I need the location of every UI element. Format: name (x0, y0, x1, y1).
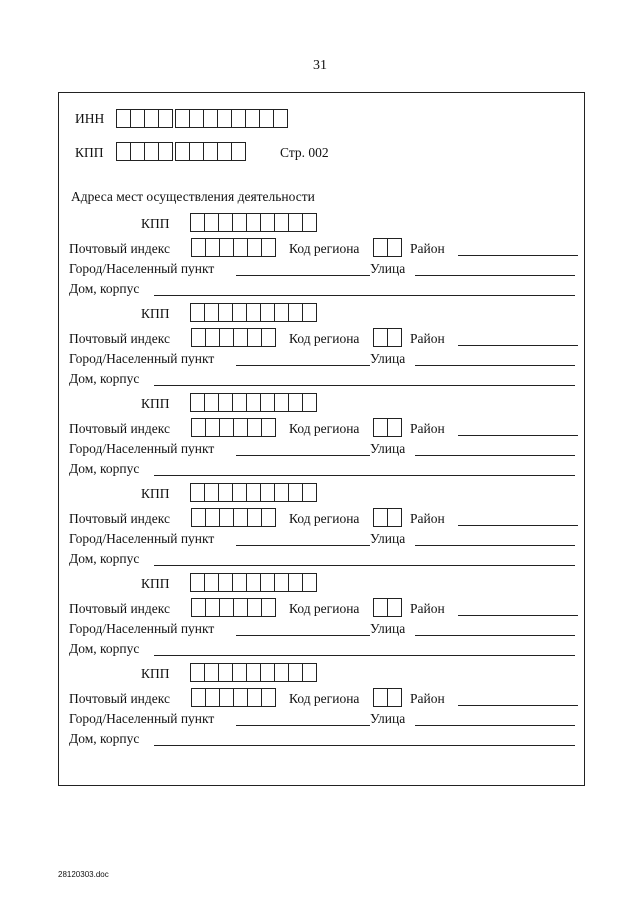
char-cell[interactable] (247, 598, 262, 617)
char-cell[interactable] (218, 303, 233, 322)
char-cell[interactable] (260, 393, 275, 412)
house-field[interactable] (154, 475, 575, 476)
kpp-label: КПП (141, 666, 170, 681)
char-cell[interactable] (219, 328, 234, 347)
char-cell[interactable] (274, 573, 289, 592)
street-label: Улица (370, 351, 406, 366)
char-cell[interactable] (191, 688, 206, 707)
region-code-label: Код региона (289, 241, 360, 256)
char-cell[interactable] (218, 483, 233, 502)
postal-index-cells[interactable] (191, 328, 275, 347)
char-cell[interactable] (204, 213, 219, 232)
char-cell[interactable] (273, 109, 288, 128)
char-cell[interactable] (260, 303, 275, 322)
postal-index-cells[interactable] (191, 238, 275, 257)
char-cell[interactable] (246, 573, 261, 592)
city-label: Город/Населенный пункт (69, 621, 215, 636)
char-cell[interactable] (373, 328, 388, 347)
char-cell[interactable] (261, 328, 276, 347)
char-cell[interactable] (219, 418, 234, 437)
address-kpp-cells[interactable] (190, 393, 316, 412)
kpp-label: КПП (141, 396, 170, 411)
char-cell[interactable] (218, 213, 233, 232)
char-cell[interactable] (246, 393, 261, 412)
char-cell[interactable] (246, 213, 261, 232)
postal-index-label: Почтовый индекс (69, 331, 170, 346)
district-field[interactable] (458, 255, 578, 256)
postal-index-cells[interactable] (191, 508, 275, 527)
region-code-label: Код региона (289, 691, 360, 706)
char-cell[interactable] (387, 508, 402, 527)
char-cell[interactable] (387, 418, 402, 437)
char-cell[interactable] (387, 688, 402, 707)
char-cell[interactable] (116, 142, 131, 161)
char-cell[interactable] (246, 663, 261, 682)
char-cell[interactable] (190, 483, 205, 502)
char-cell[interactable] (218, 393, 233, 412)
char-cell[interactable] (246, 303, 261, 322)
char-cell[interactable] (247, 328, 262, 347)
postal-index-label: Почтовый индекс (69, 241, 170, 256)
address-kpp-cells[interactable] (190, 483, 316, 502)
kpp-label: КПП (141, 306, 170, 321)
street-field[interactable] (415, 545, 575, 546)
region-code-cells[interactable] (373, 508, 401, 527)
char-cell[interactable] (205, 418, 220, 437)
postal-index-label: Почтовый индекс (69, 601, 170, 616)
section-title: Адреса мест осуществления деятельности (71, 189, 315, 204)
char-cell[interactable] (373, 238, 388, 257)
inn-cells[interactable] (116, 109, 287, 128)
kpp-label: КПП (141, 576, 170, 591)
char-cell[interactable] (205, 598, 220, 617)
postal-index-cells[interactable] (191, 418, 275, 437)
char-cell[interactable] (247, 238, 262, 257)
char-cell[interactable] (116, 109, 131, 128)
kpp-label: КПП (141, 486, 170, 501)
region-code-cells[interactable] (373, 238, 401, 257)
char-cell[interactable] (246, 483, 261, 502)
char-cell[interactable] (158, 142, 173, 161)
city-field[interactable] (236, 635, 370, 636)
char-cell[interactable] (274, 393, 289, 412)
char-cell[interactable] (204, 573, 219, 592)
postal-index-label: Почтовый индекс (69, 511, 170, 526)
char-cell[interactable] (191, 508, 206, 527)
house-field[interactable] (154, 295, 575, 296)
house-label: Дом, корпус (69, 371, 140, 386)
district-label: Район (410, 691, 445, 706)
char-cell[interactable] (247, 418, 262, 437)
char-cell[interactable] (205, 508, 220, 527)
district-field[interactable] (458, 615, 578, 616)
char-cell[interactable] (189, 109, 204, 128)
char-cell[interactable] (260, 213, 275, 232)
char-cell[interactable] (260, 573, 275, 592)
char-cell[interactable] (130, 109, 145, 128)
char-cell[interactable] (219, 238, 234, 257)
char-cell[interactable] (233, 328, 248, 347)
char-cell[interactable] (274, 303, 289, 322)
char-cell[interactable] (245, 109, 260, 128)
char-cell[interactable] (203, 142, 218, 161)
char-cell[interactable] (233, 508, 248, 527)
region-code-cells[interactable] (373, 328, 401, 347)
address-block (59, 301, 584, 391)
district-field[interactable] (458, 345, 578, 346)
city-field[interactable] (236, 365, 370, 366)
char-cell[interactable] (302, 483, 317, 502)
address-block (59, 211, 584, 301)
street-label: Улица (370, 261, 406, 276)
char-cell[interactable] (203, 109, 218, 128)
char-cell[interactable] (247, 688, 262, 707)
city-label: Город/Населенный пункт (69, 531, 215, 546)
page-number: 31 (313, 58, 327, 73)
address-block (59, 571, 584, 661)
district-label: Район (410, 511, 445, 526)
city-label: Город/Населенный пункт (69, 441, 215, 456)
house-label: Дом, корпус (69, 461, 140, 476)
char-cell[interactable] (232, 573, 247, 592)
district-label: Район (410, 241, 445, 256)
street-field[interactable] (415, 635, 575, 636)
char-cell[interactable] (218, 573, 233, 592)
district-label: Район (410, 601, 445, 616)
char-cell[interactable] (288, 393, 303, 412)
city-label: Город/Населенный пункт (69, 261, 215, 276)
postal-index-label: Почтовый индекс (69, 421, 170, 436)
region-code-label: Код региона (289, 601, 360, 616)
char-cell[interactable] (205, 238, 220, 257)
char-cell[interactable] (233, 418, 248, 437)
street-field[interactable] (415, 365, 575, 366)
house-label: Дом, корпус (69, 551, 140, 566)
char-cell[interactable] (288, 483, 303, 502)
char-cell[interactable] (191, 328, 206, 347)
street-field[interactable] (415, 455, 575, 456)
char-cell[interactable] (190, 663, 205, 682)
char-cell[interactable] (302, 213, 317, 232)
char-cell[interactable] (217, 109, 232, 128)
char-cell[interactable] (130, 142, 145, 161)
address-kpp-cells[interactable] (190, 213, 316, 232)
region-code-cells[interactable] (373, 418, 401, 437)
house-field[interactable] (154, 745, 575, 746)
district-field[interactable] (458, 435, 578, 436)
region-code-label: Код региона (289, 421, 360, 436)
city-field[interactable] (236, 455, 370, 456)
char-cell[interactable] (204, 393, 219, 412)
char-cell[interactable] (261, 598, 276, 617)
char-cell[interactable] (233, 238, 248, 257)
char-cell[interactable] (175, 142, 190, 161)
city-field[interactable] (236, 275, 370, 276)
char-cell[interactable] (387, 328, 402, 347)
char-cell[interactable] (233, 688, 248, 707)
street-field[interactable] (415, 275, 575, 276)
char-cell[interactable] (261, 688, 276, 707)
char-cell[interactable] (288, 303, 303, 322)
char-cell[interactable] (233, 598, 248, 617)
char-cell[interactable] (261, 238, 276, 257)
char-cell[interactable] (190, 213, 205, 232)
postal-index-cells[interactable] (191, 688, 275, 707)
house-label: Дом, корпус (69, 281, 140, 296)
char-cell[interactable] (144, 109, 159, 128)
address-kpp-cells[interactable] (190, 303, 316, 322)
char-cell[interactable] (288, 213, 303, 232)
char-cell[interactable] (205, 328, 220, 347)
address-kpp-cells[interactable] (190, 663, 316, 682)
char-cell[interactable] (274, 213, 289, 232)
kpp-cells[interactable] (116, 142, 245, 161)
city-label: Город/Населенный пункт (69, 351, 215, 366)
street-label: Улица (370, 621, 406, 636)
region-code-cells[interactable] (373, 688, 401, 707)
char-cell[interactable] (274, 663, 289, 682)
postal-index-label: Почтовый индекс (69, 691, 170, 706)
char-cell[interactable] (219, 598, 234, 617)
char-cell[interactable] (247, 508, 262, 527)
city-field[interactable] (236, 545, 370, 546)
form-frame (58, 92, 585, 786)
char-cell[interactable] (260, 663, 275, 682)
street-label: Улица (370, 441, 406, 456)
char-cell[interactable] (261, 508, 276, 527)
char-cell[interactable] (261, 418, 276, 437)
char-cell[interactable] (274, 483, 289, 502)
char-cell[interactable] (204, 303, 219, 322)
house-field[interactable] (154, 565, 575, 566)
char-cell[interactable] (302, 573, 317, 592)
char-cell[interactable] (232, 483, 247, 502)
char-cell[interactable] (232, 393, 247, 412)
street-label: Улица (370, 711, 406, 726)
district-field[interactable] (458, 525, 578, 526)
char-cell[interactable] (190, 303, 205, 322)
char-cell[interactable] (387, 598, 402, 617)
char-cell[interactable] (231, 142, 246, 161)
house-label: Дом, корпус (69, 641, 140, 656)
char-cell[interactable] (373, 508, 388, 527)
district-label: Район (410, 331, 445, 346)
char-cell[interactable] (204, 663, 219, 682)
house-field[interactable] (154, 655, 575, 656)
address-block (59, 391, 584, 481)
char-cell[interactable] (175, 109, 190, 128)
char-cell[interactable] (302, 303, 317, 322)
address-block (59, 661, 584, 751)
char-cell[interactable] (191, 598, 206, 617)
char-cell[interactable] (232, 303, 247, 322)
city-field[interactable] (236, 725, 370, 726)
char-cell[interactable] (205, 688, 220, 707)
char-cell[interactable] (387, 238, 402, 257)
page-label: Стр. 002 (280, 145, 329, 160)
region-code-label: Код региона (289, 511, 360, 526)
char-cell[interactable] (190, 573, 205, 592)
char-cell[interactable] (219, 508, 234, 527)
city-label: Город/Населенный пункт (69, 711, 215, 726)
char-cell[interactable] (158, 109, 173, 128)
char-cell[interactable] (217, 142, 232, 161)
char-cell[interactable] (288, 573, 303, 592)
house-label: Дом, корпус (69, 731, 140, 746)
house-field[interactable] (154, 385, 575, 386)
inn-label: ИНН (75, 111, 105, 126)
char-cell[interactable] (373, 418, 388, 437)
district-field[interactable] (458, 705, 578, 706)
char-cell[interactable] (219, 688, 234, 707)
char-cell[interactable] (191, 418, 206, 437)
char-cell[interactable] (189, 142, 204, 161)
street-label: Улица (370, 531, 406, 546)
char-cell[interactable] (260, 483, 275, 502)
postal-index-cells[interactable] (191, 598, 275, 617)
char-cell[interactable] (373, 688, 388, 707)
char-cell[interactable] (302, 663, 317, 682)
char-cell[interactable] (191, 238, 206, 257)
street-field[interactable] (415, 725, 575, 726)
region-code-label: Код региона (289, 331, 360, 346)
char-cell[interactable] (204, 483, 219, 502)
char-cell[interactable] (232, 213, 247, 232)
char-cell[interactable] (373, 598, 388, 617)
district-label: Район (410, 421, 445, 436)
footer-doc-id: 28120303.doc (58, 870, 109, 879)
char-cell[interactable] (218, 663, 233, 682)
char-cell[interactable] (190, 393, 205, 412)
address-kpp-cells[interactable] (190, 573, 316, 592)
char-cell[interactable] (302, 393, 317, 412)
char-cell[interactable] (231, 109, 246, 128)
char-cell[interactable] (288, 663, 303, 682)
region-code-cells[interactable] (373, 598, 401, 617)
kpp-label: КПП (75, 145, 104, 160)
kpp-label: КПП (141, 216, 170, 231)
address-block (59, 481, 584, 571)
char-cell[interactable] (232, 663, 247, 682)
char-cell[interactable] (259, 109, 274, 128)
char-cell[interactable] (144, 142, 159, 161)
